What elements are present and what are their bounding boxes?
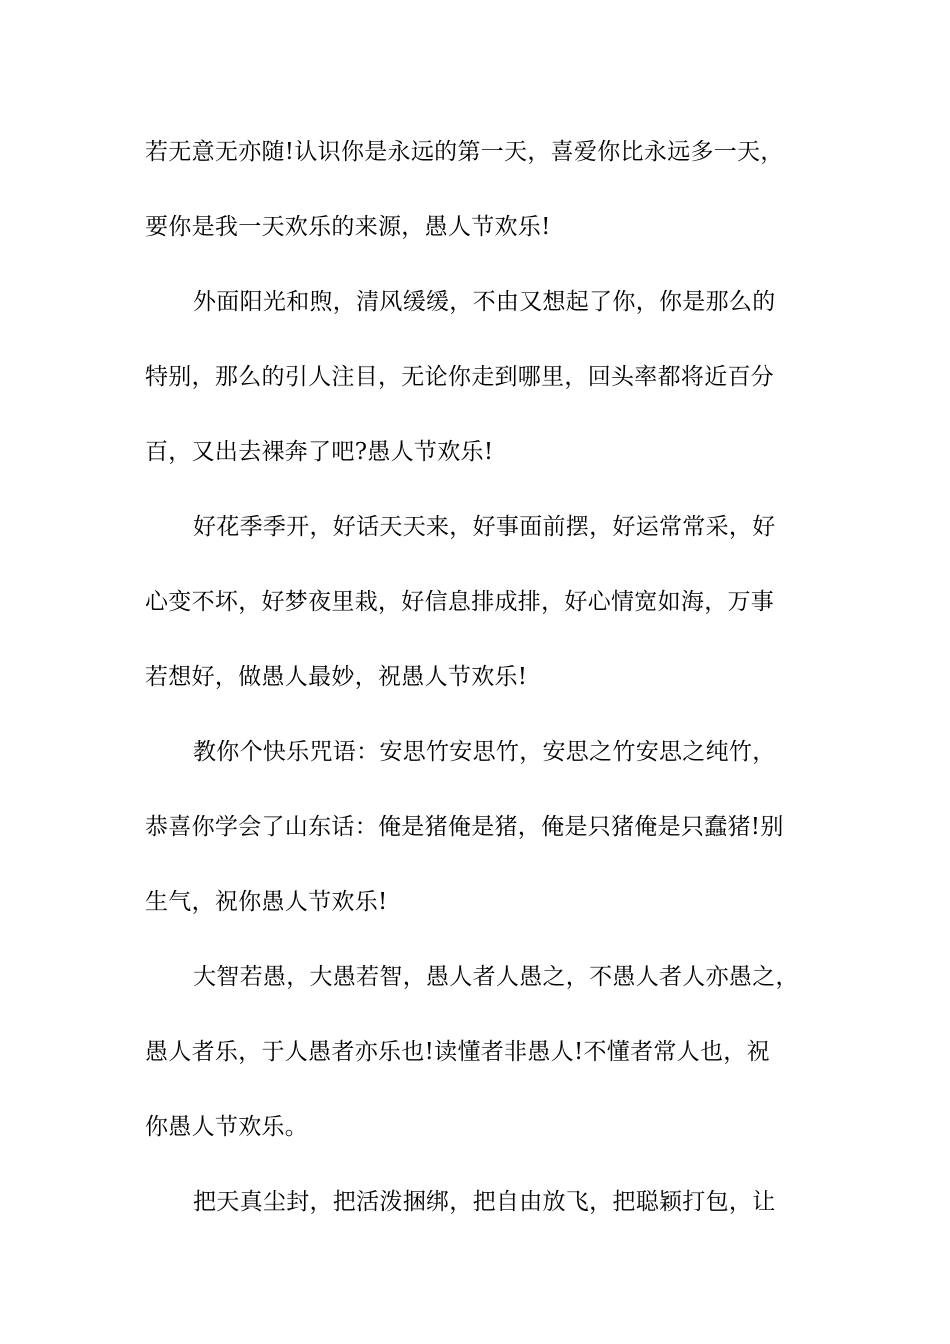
text-line: 若想好，做愚人最妙，祝愚人节欢乐! — [145, 664, 528, 690]
paragraph-first-line: 外面阳光和煦，清风缓缓，不由又想起了你，你是那么的 — [193, 289, 776, 315]
text-line: 若无意无亦随!认识你是永远的第一天，喜爱你比永远多一天， — [145, 139, 784, 165]
text-line: 恭喜你学会了山东话：俺是猪俺是猪，俺是只猪俺是只蠢猪!别 — [145, 814, 784, 840]
text-line: 百，又出去裸奔了吧?愚人节欢乐! — [145, 439, 494, 465]
text-line: 心变不坏，好梦夜里栽，好信息排成排，好心情宽如海，万事 — [145, 589, 775, 615]
text-line: 要你是我一天欢乐的来源，愚人节欢乐! — [145, 214, 551, 240]
text-line: 愚人者乐，于人愚者亦乐也!读懂者非愚人!不懂者常人也，祝 — [145, 1039, 770, 1065]
text-line: 特别，那么的引人注目，无论你走到哪里，回头率都将近百分 — [145, 364, 775, 390]
text-line: 生气，祝你愚人节欢乐! — [145, 889, 388, 915]
paragraph-first-line: 把天真尘封，把活泼捆绑，把自由放飞，把聪颖打包，让 — [193, 1189, 776, 1215]
paragraph-first-line: 教你个快乐咒语：安思竹安思竹，安思之竹安思之纯竹， — [193, 739, 776, 765]
paragraph-first-line: 大智若愚，大愚若智，愚人者人愚之，不愚人者人亦愚之， — [193, 964, 799, 990]
text-line: 你愚人节欢乐。 — [145, 1114, 309, 1140]
paragraph-first-line: 好花季季开，好话天天来，好事面前摆，好运常常采，好 — [193, 514, 776, 540]
